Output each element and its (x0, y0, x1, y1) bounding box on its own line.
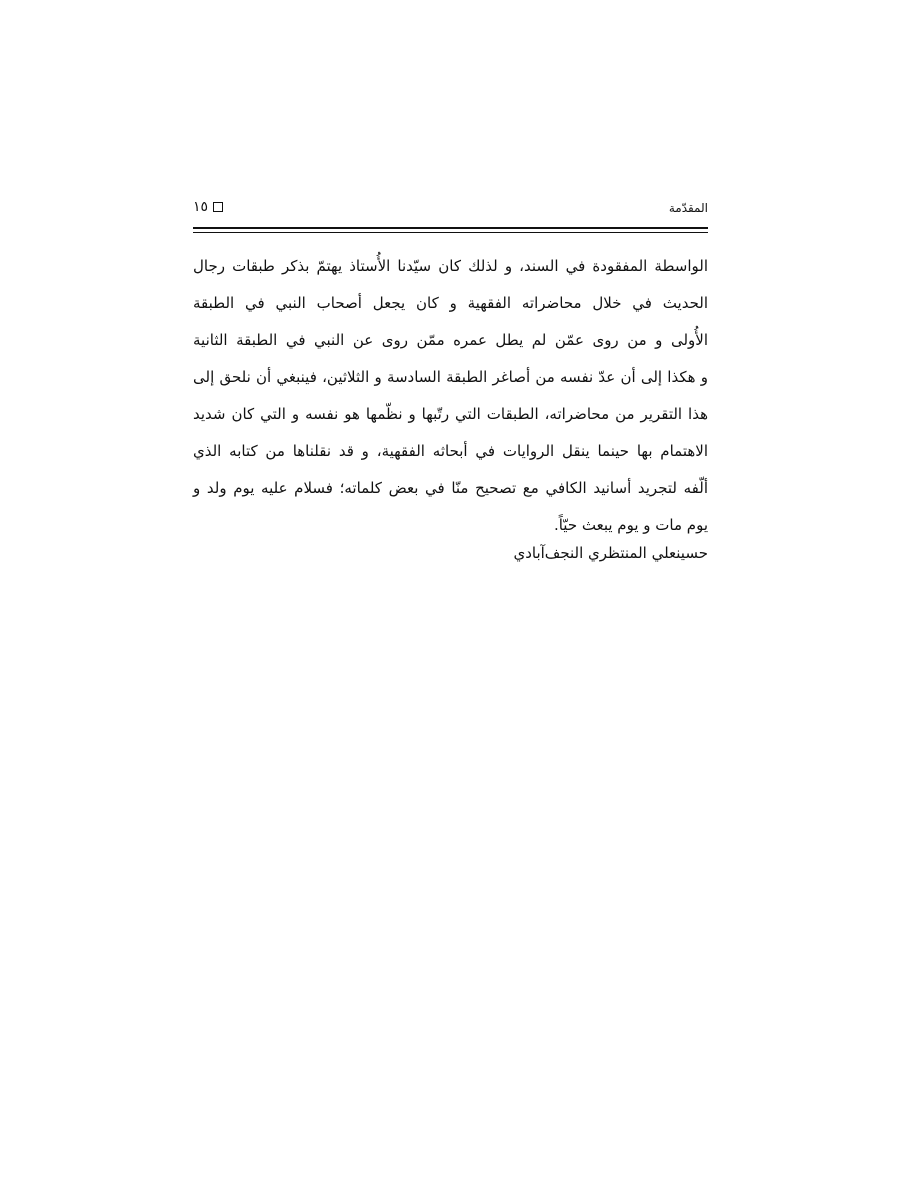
header-rule-thin (193, 232, 708, 233)
text-line: و هكذا إلى أن عدّ نفسه من أصاغر الطبقة السادسة و الثلاثين، فينبغي أن نلحق إلى (193, 368, 708, 386)
text-line: هذا التقرير من محاضراته، الطبقات التي رتّبها و نظّمها هو نفسه و التي كان شديد (193, 405, 708, 423)
author-signature: حسينعلي المنتظري النجف‌آبادي (513, 544, 708, 562)
text-line: الأُولى و من روى عمّن لم يطل عمره ممّن روى عن النبي في الطبقة الثانية (193, 331, 708, 349)
page-number-area (193, 199, 223, 215)
text-line: الحديث في خلال محاضراته الفقهية و كان يجعل أصحاب النبي في الطبقة (193, 294, 708, 312)
header-rule-thick (193, 227, 708, 229)
page-number: ١٥ (193, 199, 209, 215)
running-title: المقدّمة (668, 201, 708, 215)
text-line: ألّفه لتجريد أسانيد الكافي مع تصحيح منّا في بعض كلماته؛ فسلام عليه يوم ولد و (193, 479, 708, 497)
page-header (193, 199, 708, 223)
text-line: يوم مات و يوم يبعث حيّاً. (553, 516, 708, 534)
square-bullet-icon (213, 202, 223, 212)
text-line: الاهتمام بها حينما ينقل الروايات في أبحاثه الفقهية، و قد نقلناها من كتابه الذي (193, 442, 708, 460)
text-line: الواسطة المفقودة في السند، و لذلك كان سيّدنا الأُستاذ يهتمّ بذكر طبقات رجال (193, 257, 708, 275)
body-paragraph (193, 248, 708, 544)
